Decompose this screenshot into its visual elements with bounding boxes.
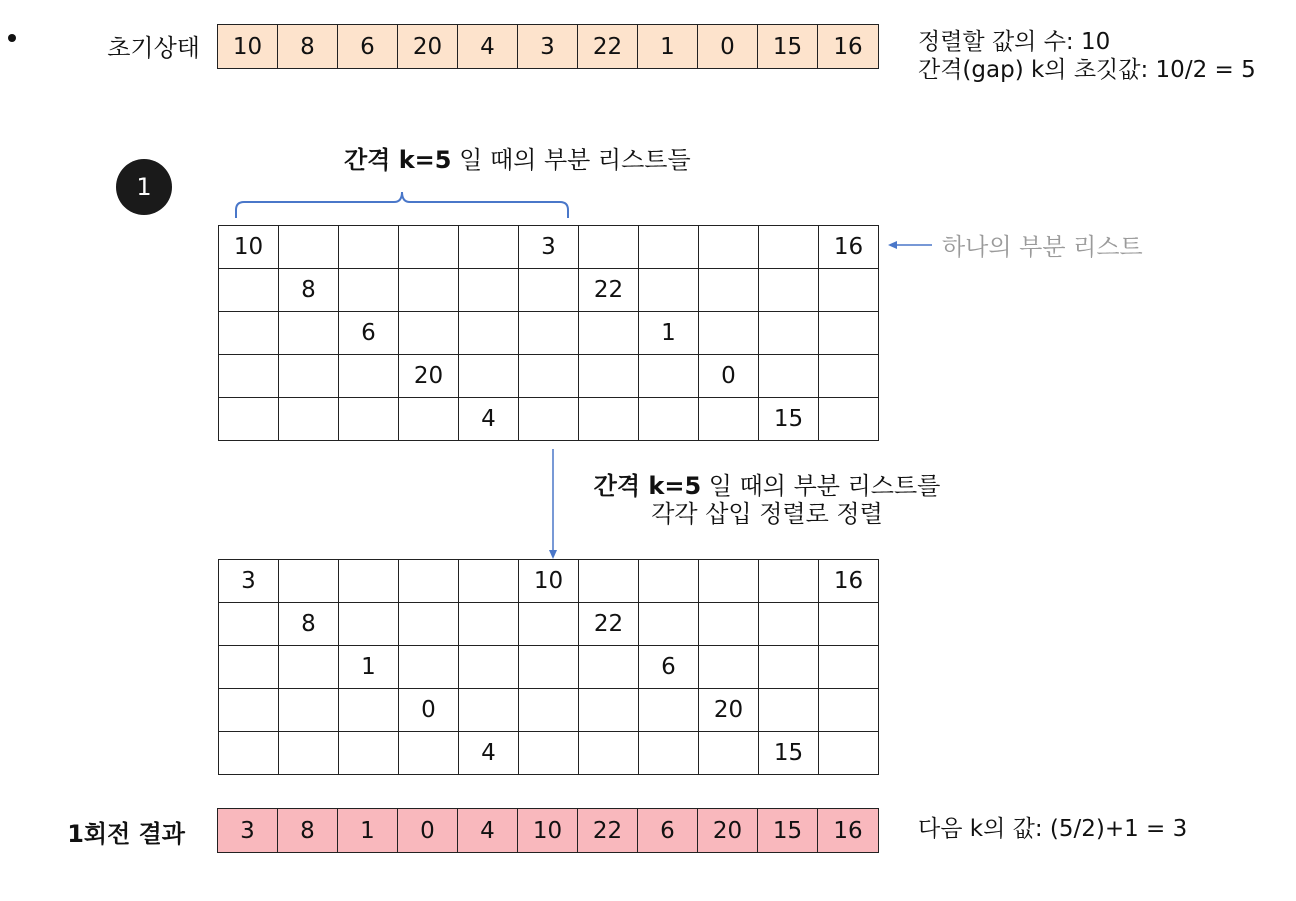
result-array-cell: 1 [338,809,398,852]
next-gap-note: 다음 k의 값: (5/2)+1 = 3 [918,816,1188,842]
grid-after-cell [279,732,339,775]
grid-before-cell: 16 [819,226,879,269]
grid-after-cell [639,689,699,732]
grid-after-cell [759,603,819,646]
grid-after-cell [759,646,819,689]
grid-after-cell [459,560,519,603]
grid-before-cell [279,226,339,269]
result-array-cell: 20 [698,809,758,852]
sublist-title-bold: 간격 k=5 [344,146,452,174]
grid-before-cell [639,226,699,269]
initial-array-cell: 16 [818,25,878,68]
sublists-after-grid [218,559,879,775]
grid-after-cell [339,560,399,603]
grid-before-cell: 0 [699,355,759,398]
grid-after-cell [639,603,699,646]
grid-before-cell [519,355,579,398]
sort-note-bold: 간격 k=5 [593,472,702,500]
initial-array-cell: 3 [518,25,578,68]
grid-after-cell: 3 [219,560,279,603]
grid-after-cell [339,689,399,732]
result-array-cell: 22 [578,809,638,852]
grid-before-cell [699,312,759,355]
grid-after-cell [219,732,279,775]
initial-array-cell: 0 [698,25,758,68]
grid-after-cell [759,689,819,732]
grid-before-cell: 20 [399,355,459,398]
grid-before-cell [339,398,399,441]
initial-array-cell: 20 [398,25,458,68]
initial-array-cell: 10 [218,25,278,68]
grid-before-cell [279,355,339,398]
grid-before-cell [699,398,759,441]
result-array [217,808,879,853]
grid-before-row [219,226,879,269]
sort-note-line2: 각각 삽입 정렬로 정렬 [651,500,883,528]
grid-after-cell [219,646,279,689]
grid-after-cell [699,646,759,689]
grid-before-cell [819,269,879,312]
grid-before-cell: 4 [459,398,519,441]
grid-after-cell [819,646,879,689]
grid-after-cell [579,732,639,775]
grid-before-cell [639,398,699,441]
grid-after-cell [579,646,639,689]
grid-before-row [219,312,879,355]
sublist-brace [236,192,568,218]
grid-after-cell: 10 [519,560,579,603]
grid-after-cell: 6 [639,646,699,689]
grid-after-row [219,560,879,603]
grid-after-cell [579,689,639,732]
grid-after-cell [459,646,519,689]
grid-before-row [219,398,879,441]
grid-before-cell [219,398,279,441]
grid-before-cell [819,312,879,355]
grid-before-row [219,269,879,312]
grid-before-cell [399,269,459,312]
grid-after-cell [759,560,819,603]
grid-after-cell [819,689,879,732]
grid-before-cell [579,398,639,441]
grid-before-cell [399,312,459,355]
grid-before-cell [219,312,279,355]
grid-after-cell [399,603,459,646]
grid-after-cell [339,603,399,646]
sublists-before-grid [218,225,879,441]
grid-after-cell [819,603,879,646]
grid-after-cell: 4 [459,732,519,775]
grid-before-cell [279,312,339,355]
grid-before-cell: 10 [219,226,279,269]
sort-note-rest: 일 때의 부분 리스트를 [701,472,941,500]
initial-array-cell: 15 [758,25,818,68]
grid-after-cell [399,560,459,603]
grid-after-cell [459,603,519,646]
result-array-cell: 0 [398,809,458,852]
grid-after-cell [579,560,639,603]
grid-before-cell [699,269,759,312]
grid-before-cell [219,355,279,398]
initial-gap-note: 간격(gap) k의 초깃값: 10/2 = 5 [918,57,1256,83]
grid-before-cell [519,269,579,312]
grid-after-cell [639,560,699,603]
initial-array-cell: 22 [578,25,638,68]
grid-after-cell [519,732,579,775]
grid-after-cell [519,603,579,646]
grid-before-cell [459,312,519,355]
grid-before-cell [819,398,879,441]
sublist-pointer-label: 하나의 부분 리스트 [942,233,1143,261]
grid-before-cell [759,226,819,269]
grid-before-cell: 15 [759,398,819,441]
grid-after-cell [279,646,339,689]
grid-after-cell [519,646,579,689]
initial-array-cell: 4 [458,25,518,68]
grid-after-cell [219,603,279,646]
grid-before-cell [219,269,279,312]
grid-before-cell: 8 [279,269,339,312]
grid-before-cell [759,355,819,398]
grid-before-row [219,355,879,398]
grid-after-cell [459,689,519,732]
sort-arrowhead [549,550,557,559]
grid-before-cell: 6 [339,312,399,355]
grid-after-cell [699,732,759,775]
grid-before-cell [459,355,519,398]
grid-after-cell [639,732,699,775]
grid-after-cell: 20 [699,689,759,732]
value-count-note: 정렬할 값의 수: 10 [918,29,1111,55]
grid-after-row [219,603,879,646]
grid-before-cell [399,398,459,441]
initial-array-cell: 1 [638,25,698,68]
grid-after-cell [219,689,279,732]
grid-before-cell [639,355,699,398]
grid-before-cell: 1 [639,312,699,355]
grid-after-cell [519,689,579,732]
result-label: 1회전 결과 [67,820,185,848]
result-array-cell: 10 [518,809,578,852]
grid-before-cell [459,269,519,312]
grid-before-cell [459,226,519,269]
sort-note [572,472,962,528]
grid-after-cell: 0 [399,689,459,732]
result-array-cell: 8 [278,809,338,852]
grid-before-cell [339,226,399,269]
grid-after-cell: 15 [759,732,819,775]
result-array-cell: 6 [638,809,698,852]
grid-after-cell [399,646,459,689]
grid-after-cell [279,560,339,603]
grid-after-row [219,732,879,775]
grid-after-cell: 8 [279,603,339,646]
grid-after-cell [699,603,759,646]
initial-array-cell: 8 [278,25,338,68]
grid-after-cell [339,732,399,775]
grid-before-cell [579,226,639,269]
grid-before-cell: 22 [579,269,639,312]
grid-after-cell: 22 [579,603,639,646]
grid-after-cell: 1 [339,646,399,689]
sublist-pointer-arrowhead [888,241,897,249]
grid-before-cell [579,355,639,398]
step-number-badge: 1 [116,159,172,215]
grid-before-cell [519,312,579,355]
grid-before-cell [819,355,879,398]
result-array-cell: 3 [218,809,278,852]
grid-after-cell [399,732,459,775]
grid-before-cell [279,398,339,441]
initial-array-cell: 6 [338,25,398,68]
grid-after-cell: 16 [819,560,879,603]
initial-state-label: 초기상태 [107,34,200,62]
sublist-title-rest: 일 때의 부분 리스트들 [451,146,691,174]
result-array-cell: 16 [818,809,878,852]
grid-before-cell [699,226,759,269]
grid-before-cell [399,226,459,269]
grid-before-cell [519,398,579,441]
grid-before-cell [759,312,819,355]
grid-before-cell [579,312,639,355]
result-array-cell: 15 [758,809,818,852]
grid-after-cell [699,560,759,603]
grid-after-row [219,689,879,732]
grid-before-cell [639,269,699,312]
grid-before-cell [339,355,399,398]
grid-before-cell [339,269,399,312]
grid-after-cell [819,732,879,775]
grid-before-cell: 3 [519,226,579,269]
grid-after-row [219,646,879,689]
grid-before-cell [759,269,819,312]
result-array-cell: 4 [458,809,518,852]
grid-after-cell [279,689,339,732]
